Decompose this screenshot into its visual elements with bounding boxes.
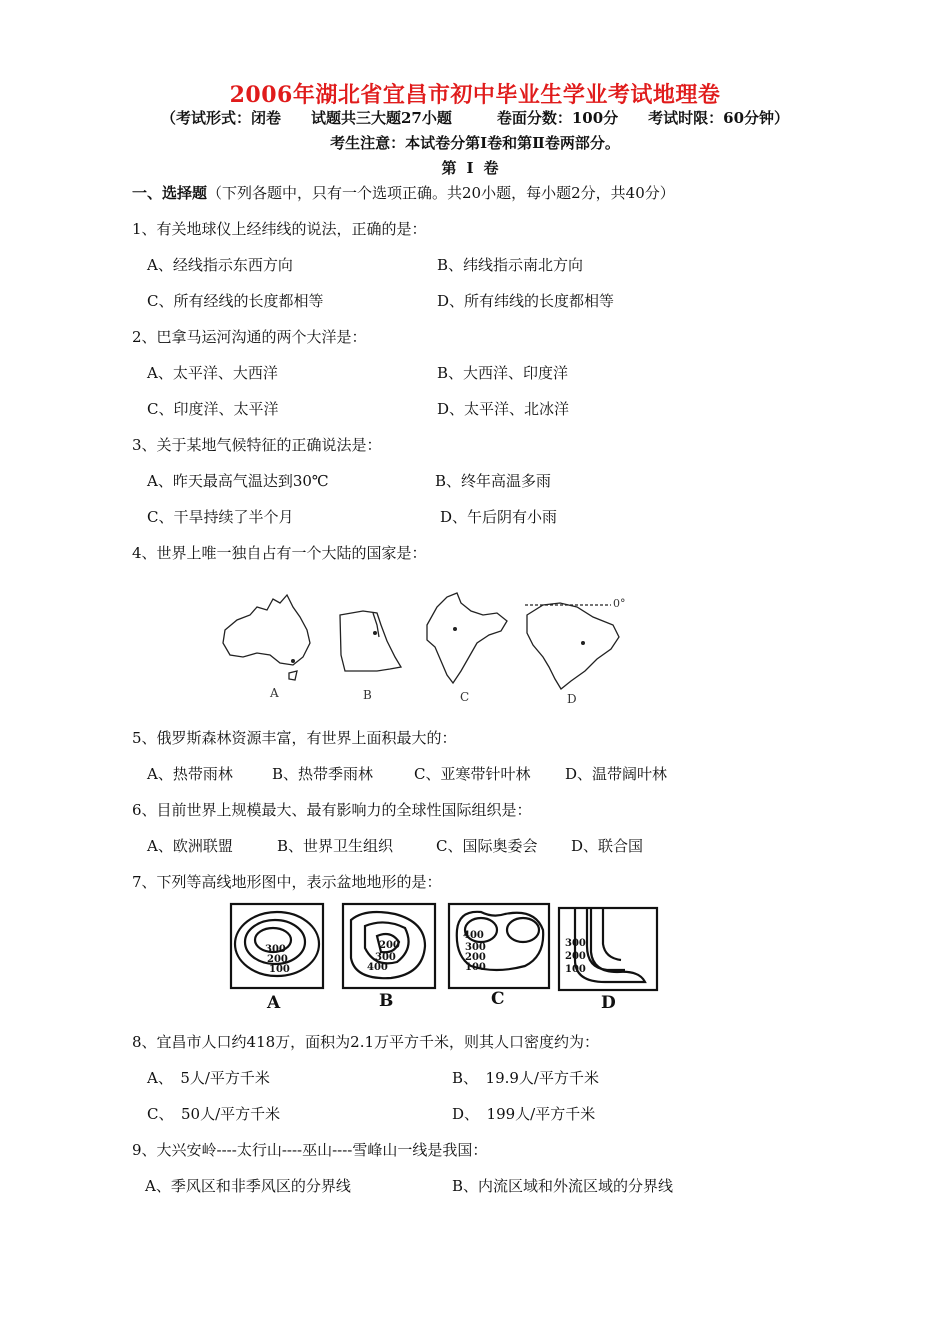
figure-label-b: B xyxy=(363,688,372,702)
question-5-stem: 5、俄罗斯森林资源丰富，有世界上面积最大的： xyxy=(132,729,457,747)
contour-c-300: 300 xyxy=(465,942,486,953)
contour-map-figure xyxy=(225,900,665,1012)
brazil-outline xyxy=(527,603,619,689)
q8-option-c: C、 50人/平方千米 xyxy=(147,1105,281,1123)
exam-title: 2006年湖北省宜昌市初中毕业生学业考试地理卷 xyxy=(229,82,721,108)
contour-c-400: 400 xyxy=(463,930,484,941)
q5-option-c: C、亚寒带针叶林 xyxy=(414,765,531,783)
q5-option-d: D、温带阔叶林 xyxy=(565,765,668,783)
q1-option-d: D、所有纬线的长度都相等 xyxy=(437,292,615,310)
q1-option-c: C、所有经线的长度都相等 xyxy=(147,292,324,310)
india-outline xyxy=(427,593,507,683)
figure-label-d: D xyxy=(567,692,577,706)
volume-label: 第Ⅰ卷 xyxy=(441,159,509,177)
contour-c-200: 200 xyxy=(465,952,486,963)
question-8-stem: 8、宜昌市人口约418万，面积为2.1万平方千米，则其人口密度约为： xyxy=(132,1033,600,1051)
australia-outline xyxy=(223,595,310,665)
q5-option-a: A、热带雨林 xyxy=(147,765,233,783)
contour-b-300: 300 xyxy=(375,952,396,963)
q9-option-b: B、内流区域和外流区域的分界线 xyxy=(452,1177,674,1195)
q8-option-b: B、 19.9人/平方千米 xyxy=(452,1069,599,1087)
q1-option-b: B、纬线指示南北方向 xyxy=(437,256,584,274)
egypt-outline xyxy=(340,611,401,671)
figure-label-c: C xyxy=(460,690,470,704)
exam-info-line: （考试形式：闭卷 试题共三大题27小题 卷面分数：100分 考试时限：60分钟） xyxy=(160,109,790,127)
section-instructions: （下列各题中，只有一个选项正确。共20小题，每小题2分，共40分） xyxy=(207,184,675,202)
contour-a-100: 100 xyxy=(269,964,290,975)
equator-label: 0° xyxy=(613,597,626,610)
contour-label-a: A xyxy=(267,993,281,1012)
contour-c-100: 100 xyxy=(465,962,486,973)
q2-option-d: D、太平洋、北冰洋 xyxy=(437,400,570,418)
contour-d-200: 200 xyxy=(565,951,586,962)
q6-option-d: D、联合国 xyxy=(571,837,644,855)
q3-option-d: D、午后阴有小雨 xyxy=(440,508,558,526)
question-9-stem: 9、大兴安岭----太行山----巫山----雪峰山一线是我国： xyxy=(132,1141,488,1159)
tasmania-outline xyxy=(289,671,297,680)
country-outline-figure xyxy=(215,585,645,710)
section-heading: 一、选择题 xyxy=(132,184,208,202)
q9-option-a: A、季风区和非季风区的分界线 xyxy=(145,1177,351,1195)
q8-option-a: A、 5人/平方千米 xyxy=(147,1069,270,1087)
q6-option-b: B、世界卫生组织 xyxy=(277,837,394,855)
exam-notice: 考生注意：本试卷分第Ⅰ卷和第Ⅱ卷两部分。 xyxy=(330,134,620,152)
contour-label-d: D xyxy=(601,993,616,1012)
contour-a-200: 200 xyxy=(267,954,288,965)
question-4-stem: 4、世界上唯一独自占有一个大陆的国家是： xyxy=(132,544,427,562)
q5-option-b: B、热带季雨林 xyxy=(272,765,374,783)
contour-label-b: B xyxy=(379,991,394,1011)
q6-option-a: A、欧洲联盟 xyxy=(147,837,233,855)
q3-option-c: C、干旱持续了半个月 xyxy=(147,508,294,526)
q8-option-d: D、 199人/平方千米 xyxy=(452,1105,596,1123)
q2-option-b: B、大西洋、印度洋 xyxy=(437,364,569,382)
q3-option-b: B、终年高温多雨 xyxy=(435,472,552,490)
q2-option-c: C、印度洋、太平洋 xyxy=(147,400,279,418)
q6-option-c: C、国际奥委会 xyxy=(436,837,538,855)
q3-option-a: A、昨天最高气温达到30℃ xyxy=(147,472,329,490)
q2-option-a: A、太平洋、大西洋 xyxy=(147,364,278,382)
contour-label-c: C xyxy=(491,989,505,1009)
question-1-stem: 1、有关地球仪上经纬线的说法，正确的是： xyxy=(132,220,427,238)
figure-label-a: A xyxy=(270,686,279,700)
question-7-stem: 7、下列等高线地形图中，表示盆地地形的是： xyxy=(132,873,442,891)
contour-d-300: 300 xyxy=(565,938,586,949)
contour-a-300: 300 xyxy=(265,944,286,955)
contour-b-400: 400 xyxy=(367,962,388,973)
question-6-stem: 6、目前世界上规模最大、最有影响力的全球性国际组织是： xyxy=(132,801,532,819)
contour-b-200: 200 xyxy=(379,940,400,951)
question-2-stem: 2、巴拿马运河沟通的两个大洋是： xyxy=(132,328,367,346)
contour-d-100: 100 xyxy=(565,964,586,975)
q1-option-a: A、经线指示东西方向 xyxy=(147,256,293,274)
question-3-stem: 3、关于某地气候特征的正确说法是： xyxy=(132,436,382,454)
section-heading-line xyxy=(132,182,675,203)
